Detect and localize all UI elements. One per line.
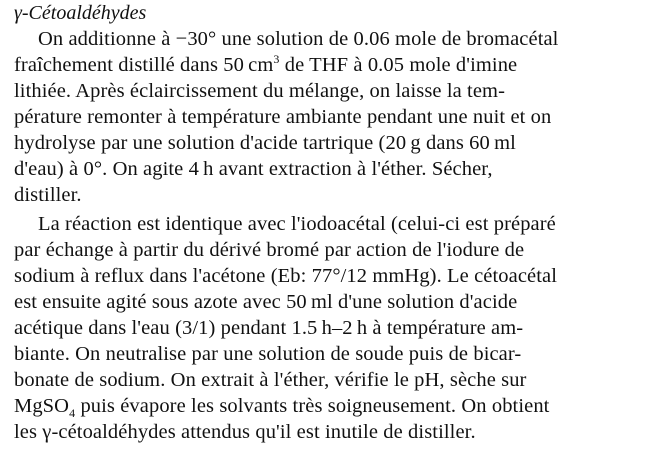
text-line: La réaction est identique avec l'iodoacétal (celui-ci est préparé [38, 213, 556, 235]
text-line: sodium à reflux dans l'acétone (Eb: 77°/12 mmHg). Le cétoacétal [14, 265, 558, 287]
text-line: d'eau) à 0°. On agite 4 h avant extraction à l'éther. Sécher, [14, 158, 493, 180]
text-segment: puis évapore les solvants très soigneusement. On obtient [80, 395, 550, 417]
section-heading: γ-Cétoaldéhydes [14, 2, 147, 24]
text-line: bonate de sodium. On extrait à l'éther, vérifie le pH, sèche sur [14, 369, 527, 391]
text-segment: fraîchement distillé dans 50 cm [14, 54, 274, 76]
text-line: les γ-cétoaldéhydes attendus qu'il est inutile de distiller. [14, 421, 476, 443]
text-line: distiller. [14, 184, 82, 206]
text-segment: de THF à 0.05 mole d'imine [284, 54, 518, 76]
text-line [14, 53, 517, 77]
text-line: par échange à partir du dérivé bromé par action de l'iodure de [14, 239, 525, 261]
text-line [14, 394, 550, 421]
text-line: est ensuite agité sous azote avec 50 ml d'une solution d'acide [14, 291, 518, 313]
text-line: On additionne à −30° une solution de 0.06 mole de bromacétal [38, 28, 559, 50]
text-line: biante. On neutralise par une solution de soude puis de bicar- [14, 343, 522, 365]
text-line: pérature remonter à température ambiante pendant une nuit et on [14, 106, 552, 128]
text-line: acétique dans l'eau (3/1) pendant 1.5 h–2 h à température am- [14, 317, 524, 339]
superscript: 3 [273, 52, 280, 67]
text-segment: MgSO [14, 395, 70, 417]
text-line: lithiée. Après éclaircissement du mélange, on laisse la tem- [14, 80, 506, 102]
subscript: 4 [69, 406, 76, 421]
text-line: hydrolyse par une solution d'acide tartrique (20 g dans 60 ml [14, 132, 516, 154]
